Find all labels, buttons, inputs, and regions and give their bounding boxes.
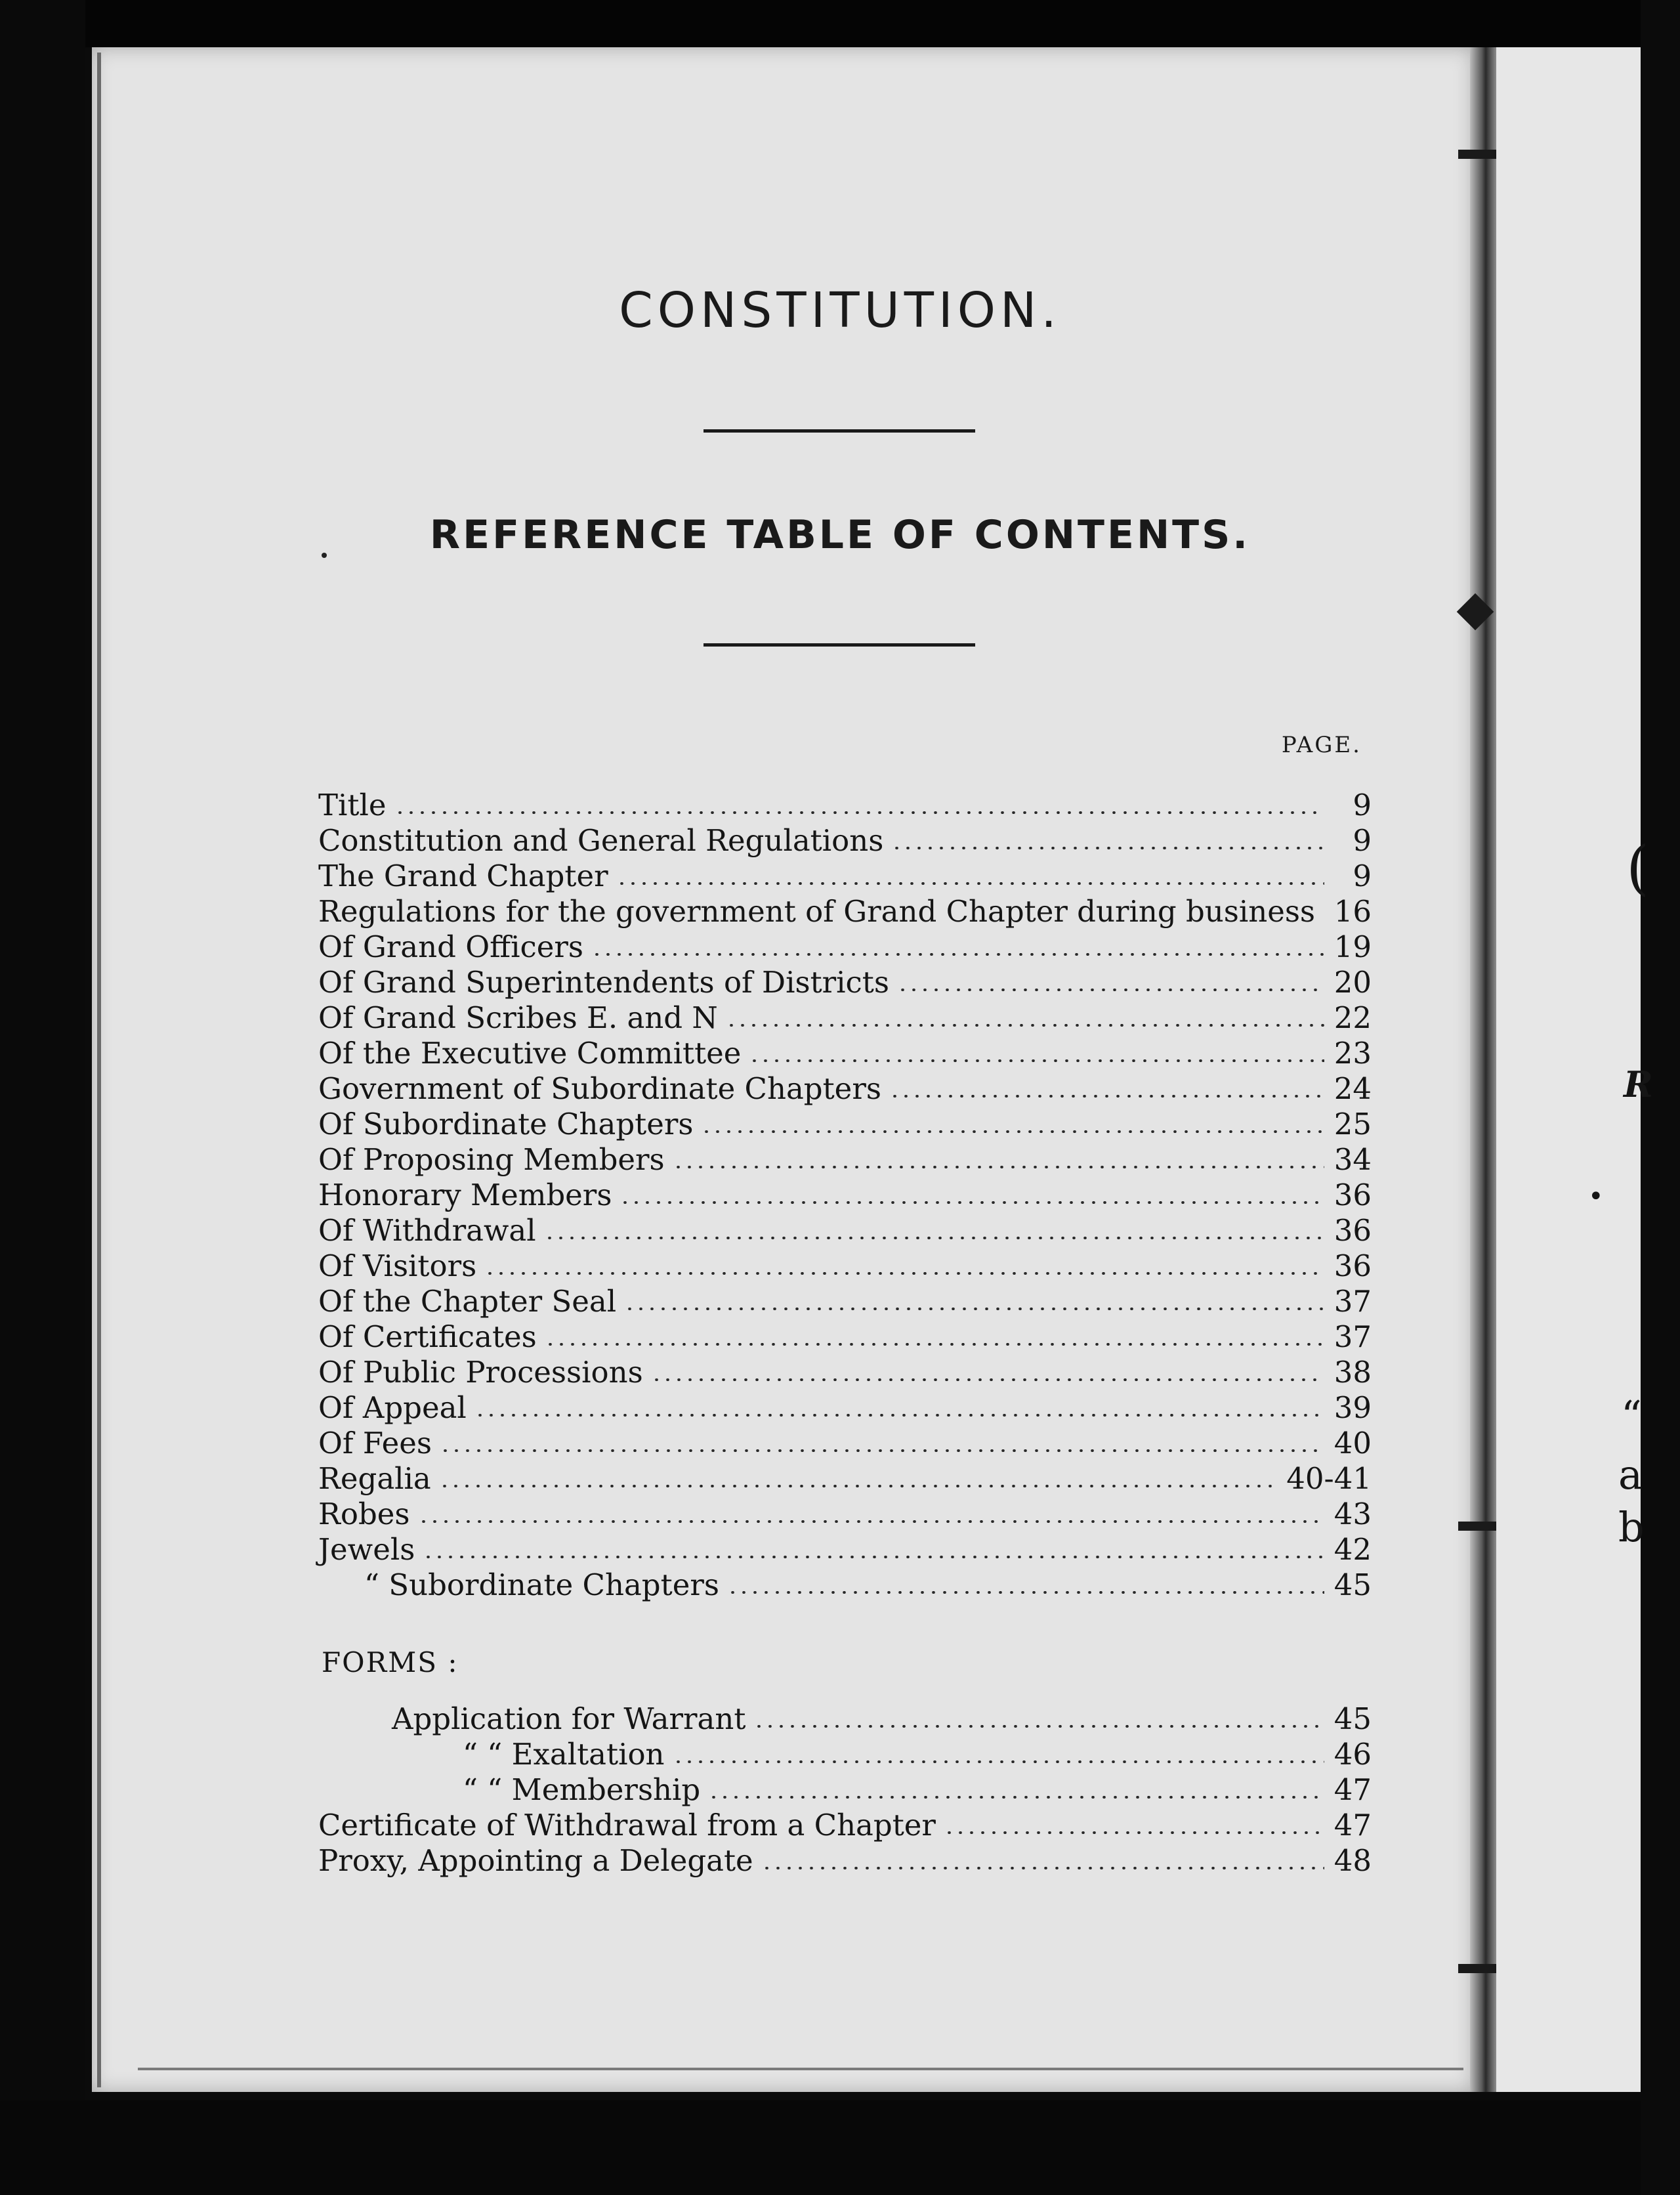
page-column-heading: PAGE.	[1281, 732, 1362, 758]
toc-entry-page: 36	[1334, 1248, 1372, 1283]
toc-entry-page: 38	[1334, 1355, 1372, 1390]
stray-mark	[322, 553, 327, 558]
toc-entry-title: Of Grand Scribes E. and N	[318, 1000, 718, 1035]
dot-leader	[544, 1237, 1324, 1239]
toc-row	[318, 1808, 1372, 1843]
toc-entry-page: 40	[1334, 1426, 1372, 1460]
toc-entry-page: 25	[1334, 1107, 1372, 1141]
dot-leader	[761, 1867, 1324, 1869]
toc-entry-page: 43	[1334, 1497, 1372, 1531]
toc-entry-title: Of Visitors	[318, 1248, 477, 1283]
toc-row	[318, 1772, 1372, 1808]
dot-leader	[394, 811, 1324, 814]
toc-entry-title: Of Withdrawal	[318, 1213, 536, 1248]
toc-row	[318, 1142, 1372, 1178]
toc-row	[318, 788, 1372, 823]
facing-page-glyph: (	[1626, 834, 1650, 903]
toc-entry-page: 48	[1334, 1843, 1372, 1878]
dot-leader	[439, 1485, 1279, 1487]
toc-entry-title: Constitution and General Regulations	[318, 823, 884, 858]
toc-row	[318, 1497, 1372, 1532]
dot-leader	[591, 953, 1324, 956]
dot-leader	[423, 1556, 1324, 1558]
dot-leader	[701, 1130, 1324, 1133]
toc-row	[318, 1178, 1372, 1213]
toc-entry-title: Of Public Processions	[318, 1355, 643, 1390]
fold-stitch-mark	[1458, 1522, 1496, 1531]
subtitle-divider	[704, 643, 975, 647]
facing-page-glyph: •	[1588, 1182, 1604, 1212]
toc-row	[318, 1036, 1372, 1071]
page-title: CONSTITUTION.	[619, 282, 1061, 339]
toc-entry-title: Government of Subordinate Chapters	[318, 1071, 881, 1106]
toc-entry-title: Honorary Members	[318, 1178, 612, 1212]
toc-entry-title: Robes	[318, 1497, 410, 1531]
toc-row	[318, 894, 1372, 929]
toc-entry-title: Of the Chapter Seal	[318, 1284, 617, 1319]
toc-row	[318, 1701, 1372, 1737]
toc-entry-page: 36	[1334, 1178, 1372, 1212]
toc-entry-page: 36	[1334, 1213, 1372, 1248]
dot-leader	[753, 1725, 1324, 1728]
toc-entry-page: 47	[1334, 1772, 1372, 1807]
toc-entry-page: 20	[1334, 965, 1372, 1000]
toc-entry-title: Of Grand Superintendents of Districts	[318, 965, 889, 1000]
dot-leader	[651, 1378, 1324, 1381]
dot-leader	[624, 1308, 1324, 1310]
toc-entry-title: Of Fees	[318, 1426, 432, 1460]
dot-leader	[673, 1760, 1324, 1763]
toc-entry-page: 9	[1353, 788, 1372, 822]
toc-entry-page: 24	[1334, 1071, 1372, 1106]
facing-page-glyph: b	[1618, 1503, 1645, 1551]
toc-entry-page: 9	[1353, 823, 1372, 858]
toc-entry-title: Regalia	[318, 1461, 431, 1496]
dot-leader	[474, 1414, 1324, 1417]
toc-entry-title: The Grand Chapter	[318, 859, 608, 893]
page-subtitle: REFERENCE TABLE OF CONTENTS.	[429, 512, 1251, 558]
dot-leader	[616, 882, 1324, 885]
toc-entry-page: 37	[1334, 1284, 1372, 1319]
toc-entry-page: 45	[1334, 1701, 1372, 1736]
toc-entry-page: 9	[1353, 859, 1372, 893]
toc-entry-page: 22	[1334, 1000, 1372, 1035]
toc-entry-title: Title	[318, 788, 387, 822]
dot-leader	[440, 1449, 1324, 1452]
facing-page-glyph: a	[1618, 1451, 1643, 1499]
facing-page-glyph: “	[1621, 1392, 1642, 1439]
toc-entry-page: 16	[1334, 894, 1372, 929]
dot-leader	[620, 1201, 1324, 1204]
binding-fold	[1470, 47, 1496, 2092]
toc-row	[318, 1737, 1372, 1772]
title-divider	[704, 429, 975, 433]
dot-leader	[484, 1272, 1324, 1275]
dot-leader	[749, 1059, 1324, 1062]
toc-entry-title: Of Subordinate Chapters	[318, 1107, 694, 1141]
toc-row	[318, 1319, 1372, 1355]
toc-row	[318, 1248, 1372, 1284]
toc-entry-page: 40-41	[1286, 1461, 1372, 1496]
scan-top-edge	[0, 0, 1641, 47]
toc-entry-title: “ Subordinate Chapters	[364, 1567, 719, 1602]
toc-entry-page: 42	[1334, 1532, 1372, 1567]
toc-entry-title: Regulations for the government of Grand Chapter during business	[318, 894, 1316, 929]
toc-row	[318, 1426, 1372, 1461]
toc-row	[318, 1390, 1372, 1426]
dot-leader	[726, 1024, 1324, 1027]
toc-entry-title: Of Appeal	[318, 1390, 467, 1425]
toc-row	[318, 1567, 1372, 1603]
toc-row	[318, 1000, 1372, 1036]
dot-leader	[889, 1095, 1324, 1098]
dot-leader	[418, 1520, 1324, 1523]
toc-row	[318, 929, 1372, 965]
dot-leader	[708, 1796, 1324, 1799]
fold-stitch-mark	[1458, 1964, 1496, 1973]
toc-entry-page: 45	[1334, 1567, 1372, 1602]
toc-entry-title: Of the Executive Committee	[318, 1036, 742, 1071]
dot-leader	[727, 1591, 1324, 1594]
toc-entry-title: Of Proposing Members	[318, 1142, 665, 1177]
toc-row	[318, 1461, 1372, 1497]
toc-row	[318, 1213, 1372, 1248]
toc-entry-title: Proxy, Appointing a Delegate	[318, 1843, 753, 1878]
toc-entry-page: 46	[1334, 1737, 1372, 1772]
toc-entry-page: 39	[1334, 1390, 1372, 1425]
toc-entry-title: Of Grand Officers	[318, 929, 583, 964]
dot-leader	[545, 1343, 1324, 1346]
toc-row	[318, 1355, 1372, 1390]
toc-entry-page: 23	[1334, 1036, 1372, 1071]
toc-row	[318, 1284, 1372, 1319]
toc-entry-title: Of Certificates	[318, 1319, 537, 1354]
toc-row	[318, 1843, 1372, 1879]
toc-entry-title: Application for Warrant	[392, 1701, 746, 1736]
toc-row	[318, 965, 1372, 1000]
toc-entry-title: Certificate of Withdrawal from a Chapter	[318, 1808, 936, 1843]
toc-row	[318, 1071, 1372, 1107]
forms-heading: FORMS :	[322, 1646, 459, 1678]
fold-stitch-mark	[1458, 150, 1496, 159]
facing-page	[1496, 47, 1641, 2092]
toc-entry-page: 19	[1334, 929, 1372, 964]
dot-leader	[1323, 918, 1324, 920]
facing-page-glyph: R	[1624, 1063, 1653, 1105]
toc-row	[318, 859, 1372, 894]
page-left-border	[97, 53, 101, 2087]
table-of-contents	[318, 788, 1372, 1603]
dot-leader	[897, 989, 1324, 991]
dot-leader	[944, 1831, 1324, 1834]
toc-entry-page: 37	[1334, 1319, 1372, 1354]
toc-row	[318, 1532, 1372, 1567]
forms-list	[318, 1701, 1372, 1879]
dot-leader	[891, 847, 1324, 849]
page-bottom-border	[138, 2068, 1463, 2070]
toc-entry-page: 47	[1334, 1808, 1372, 1843]
dot-leader	[673, 1166, 1324, 1168]
toc-entry-page: 34	[1334, 1142, 1372, 1177]
scan-bottom-edge	[0, 2100, 1641, 2195]
toc-entry-title: “ “ Exaltation	[463, 1737, 665, 1772]
toc-entry-title: “ “ Membership	[463, 1772, 701, 1807]
toc-row	[318, 1107, 1372, 1142]
toc-entry-title: Jewels	[318, 1532, 415, 1567]
toc-row	[318, 823, 1372, 859]
